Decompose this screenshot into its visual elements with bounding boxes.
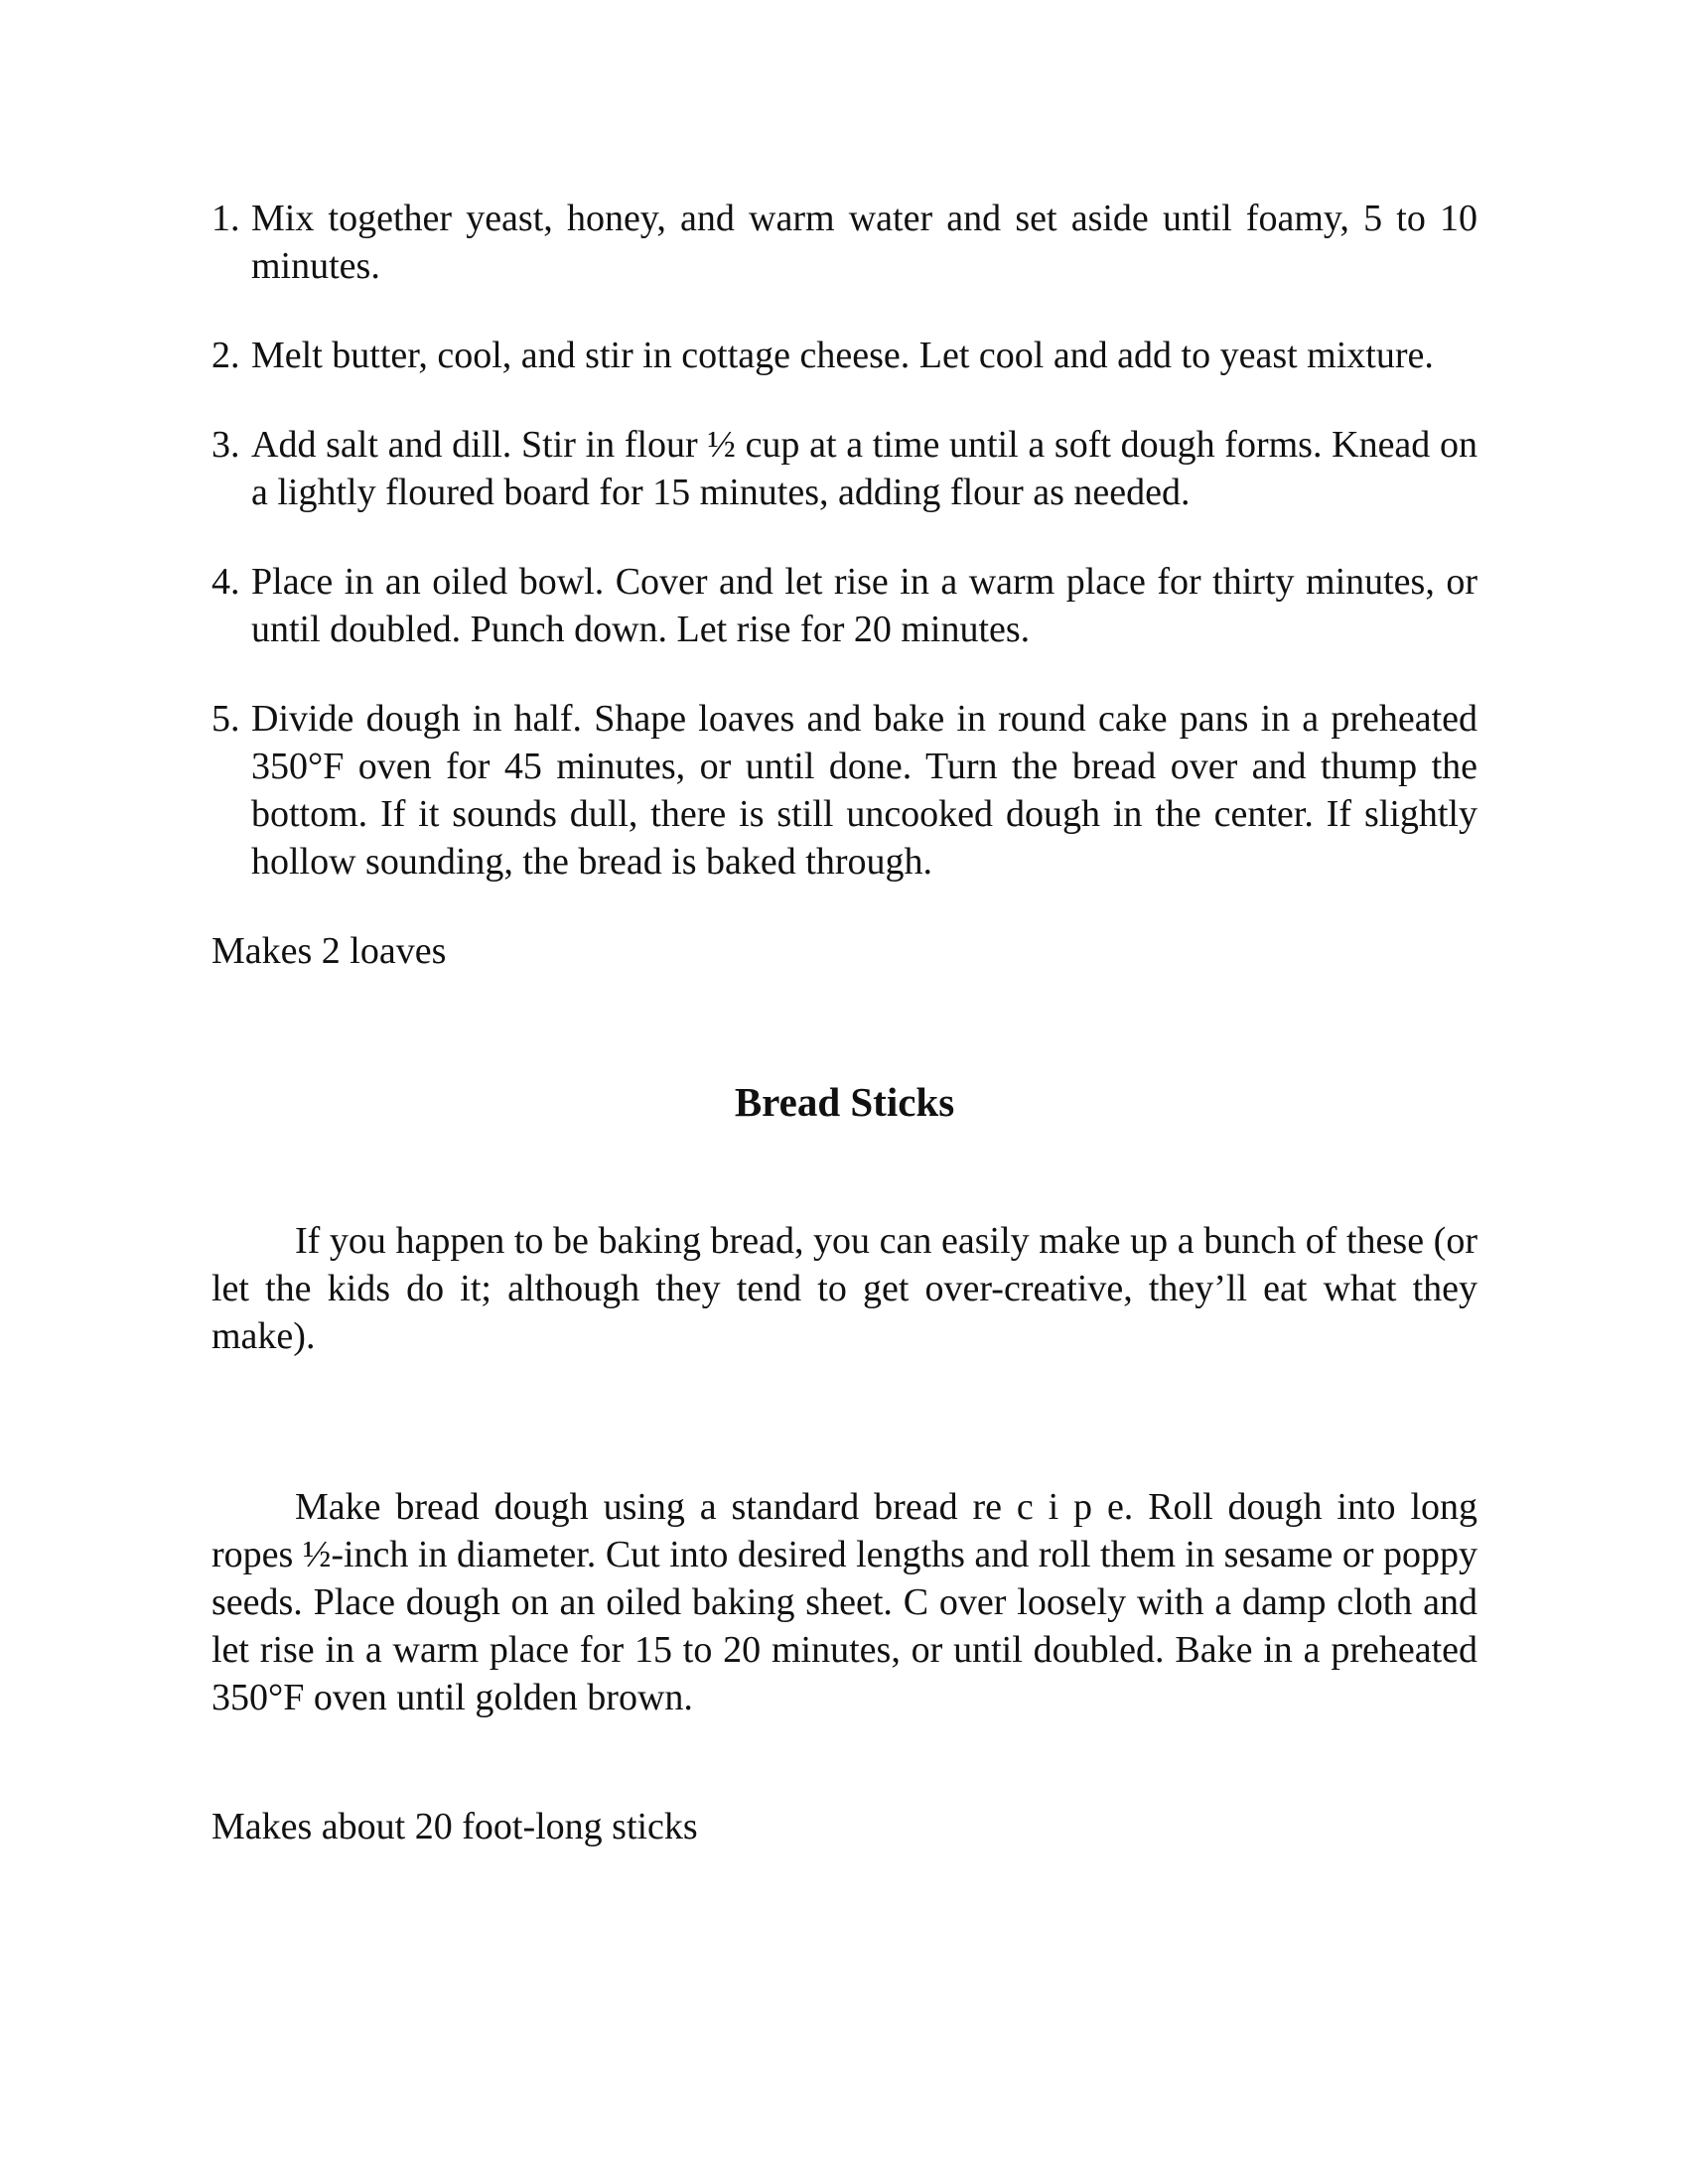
page-content [211,195,1477,1850]
step-number: 5. [211,698,240,740]
step-text: Melt butter, cool, and stir in cottage cheese. Let cool and add to yeast mixture. [251,335,1434,376]
list-item [211,195,1477,290]
yield-sticks: Makes about 20 foot-long sticks [211,1806,698,1847]
step-text: Divide dough in half. Shape loaves and bake in round cake pans in a preheated 350°F oven for 45 minutes, or until done. Turn the bread over and thump the bottom. If it sounds dull, there is still uncooked dough in the center. If slightly hollow sounding, the bread is baked through. [251,698,1477,883]
intro-paragraph: If you happen to be baking bread, you can easily make up a bunch of these (or let the kids do it; although they tend to get over-creative, they’ll eat what they make). [211,1220,1477,1357]
step-text: Mix together yeast, honey, and warm water and set aside until foamy, 5 to 10 minutes. [251,198,1477,287]
step-text: Add salt and dill. Stir in flour ½ cup at a time until a soft dough forms. Knead on a lightly floured board for 15 minutes, adding flour as needed. [251,424,1477,513]
step-text: Place in an oiled bowl. Cover and let rise in a warm place for thirty minutes, or until doubled. Punch down. Let rise for 20 minutes. [251,561,1477,650]
list-item [211,558,1477,653]
list-item [211,695,1477,886]
section-title: Bread Sticks [734,1079,955,1125]
step-number: 4. [211,561,240,603]
instruction-list [211,195,1477,886]
list-item [211,421,1477,516]
yield-loaves: Makes 2 loaves [211,930,447,972]
step-number: 1. [211,198,240,239]
list-item [211,332,1477,379]
step-number: 3. [211,424,240,466]
method-paragraph: Make bread dough using a standard bread re c i p e. Roll dough into long ropes ½-inch in diameter. Cut into desired lengths and roll them in sesame or poppy seeds. Place dough on an oiled baking sheet. C over loosely with a damp cloth and let rise in a warm place for 15 to 20 minutes, or until doubled. Bake in a preheated 350°F oven until golden brown. [211,1486,1477,1718]
step-number: 2. [211,335,240,376]
